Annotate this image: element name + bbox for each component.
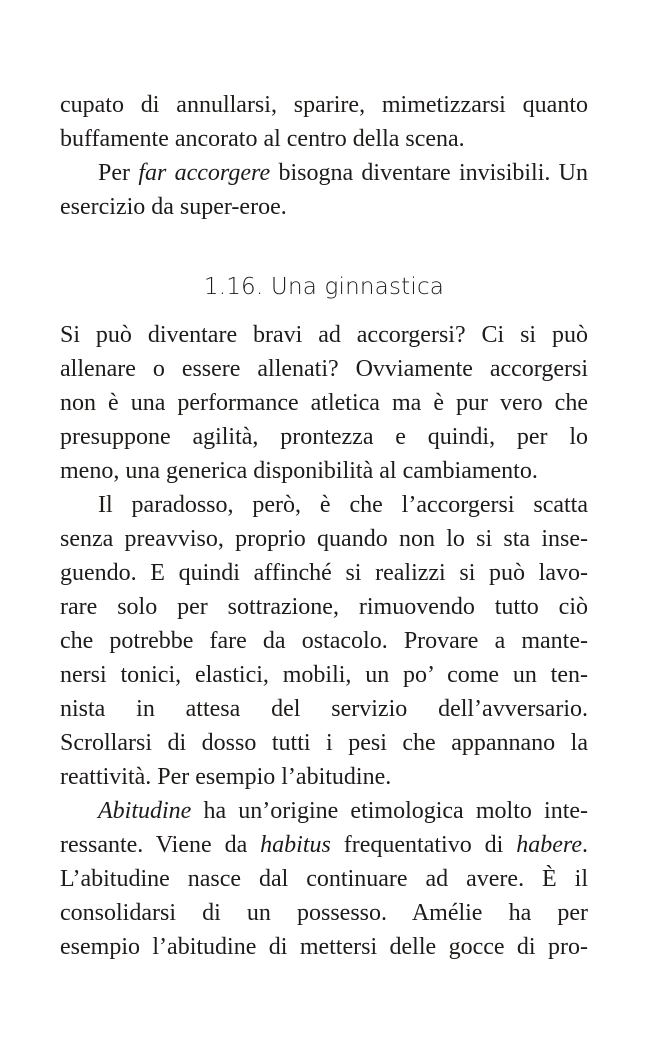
text-run: ha un’origine etimologica molto inte- <box>191 798 588 824</box>
text-run: ressante. Viene da <box>60 832 261 858</box>
paragraph-continued <box>60 88 588 156</box>
italic-term: far accorgere <box>138 160 271 186</box>
paragraph-far-accorgere <box>60 156 588 224</box>
text-line: nersi tonici, elastici, mobili, un po’ come un ten- <box>60 662 588 688</box>
text-line: esercizio da super-eroe. <box>60 194 287 220</box>
book-page-text <box>60 88 588 964</box>
text-line: Il paradosso, però, è che l’accorgersi scatta <box>98 492 588 518</box>
text-line: esempio l’abitudine di mettersi delle gocce di pro- <box>60 934 588 960</box>
text-line <box>60 794 588 828</box>
text-run: frequentativo di <box>330 832 517 858</box>
text-line: senza preavviso, proprio quando non lo si sta inse- <box>60 526 588 552</box>
text-line: guendo. E quindi affinché si realizzi si può lavo- <box>60 560 588 586</box>
text-line: rare solo per sottrazione, rimuovendo tutto ciò <box>60 594 588 620</box>
text-line: Scrollarsi di dosso tutti i pesi che appannano la <box>60 730 588 756</box>
paragraph-3 <box>60 794 588 964</box>
paragraph-2 <box>60 488 588 794</box>
italic-term: habitus <box>260 832 331 858</box>
text-run: bisogna diventare invisibili. Un <box>270 160 589 186</box>
text-run: Per <box>98 160 139 186</box>
section-heading: 1.16. Una ginnastica <box>203 274 445 300</box>
italic-term: Abitudine <box>98 798 192 824</box>
text-line: consolidarsi di un possesso. Amélie ha per <box>60 900 588 926</box>
italic-term: habere <box>516 832 582 858</box>
text-line: cupato di annullarsi, sparire, mimetizzarsi quanto <box>60 92 588 118</box>
text-line: non è una performance atletica ma è pur vero che <box>60 390 588 416</box>
text-line: reattività. Per esempio l’abitudine. <box>60 764 392 790</box>
text-run: . <box>582 832 588 858</box>
text-line: L’abitudine nasce dal continuare ad avere. È il <box>60 866 588 892</box>
paragraph-1 <box>60 318 588 488</box>
text-line: presuppone agilità, prontezza e quindi, per lo <box>60 424 588 450</box>
text-line: meno, una generica disponibilità al cambiamento. <box>60 458 538 484</box>
section-spacer <box>60 224 588 270</box>
text-line: Si può diventare bravi ad accorgersi? Ci si può <box>60 322 588 348</box>
text-line: che potrebbe fare da ostacolo. Provare a mante- <box>60 628 588 654</box>
text-line <box>60 828 588 862</box>
text-line <box>60 156 588 190</box>
text-line: allenare o essere allenati? Ovviamente accorgersi <box>60 356 588 382</box>
text-line: buffamente ancorato al centro della scena. <box>60 126 465 152</box>
text-line: nista in attesa del servizio dell’avversario. <box>60 696 588 722</box>
